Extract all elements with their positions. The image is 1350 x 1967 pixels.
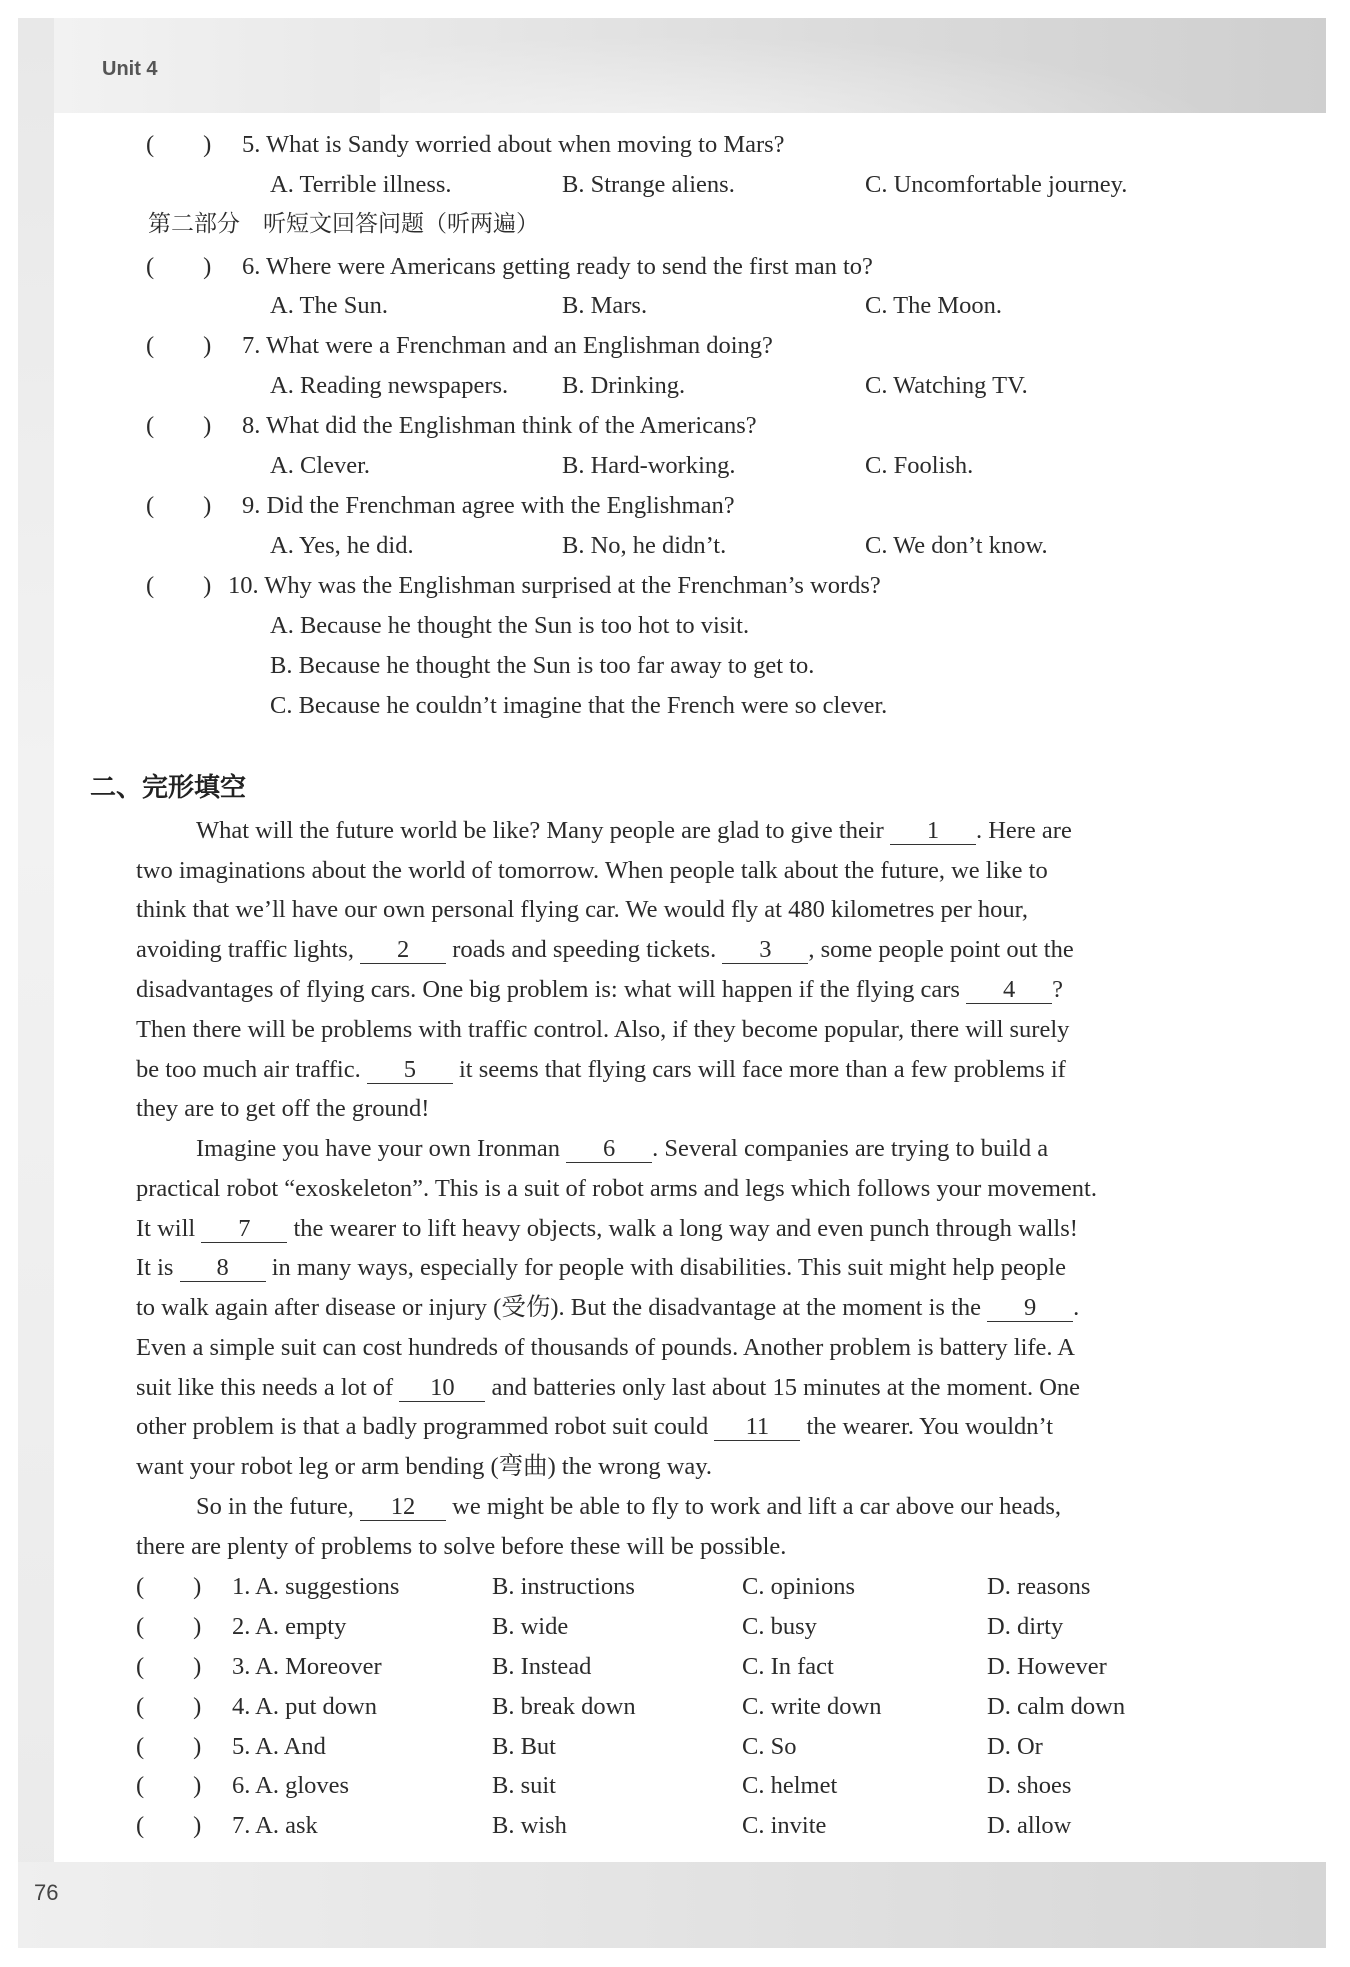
question-stem: 7. What were a Frenchman and an Englishman doing? <box>242 332 773 359</box>
option-a: 6. A. gloves <box>232 1772 350 1799</box>
option-b: B. Drinking. <box>562 372 686 399</box>
option-b: B. Instead <box>492 1653 592 1680</box>
option-b: B. break down <box>492 1693 636 1720</box>
option-c: C. We don’t know. <box>865 532 1048 559</box>
option-c: C. Because he couldn’t imagine that the French were so clever. <box>270 692 888 719</box>
option-a: 2. A. empty <box>232 1613 347 1640</box>
option-a: 7. A. ask <box>232 1812 318 1839</box>
option-b: B. Hard-working. <box>562 452 736 479</box>
option-b: B. But <box>492 1733 556 1760</box>
option-a: A. Reading newspapers. <box>270 372 509 399</box>
passage-line: It will 7 the wearer to lift heavy objects, walk a long way and even punch through walls! <box>136 1215 1078 1242</box>
answer-blank[interactable]: ( ) <box>136 1653 202 1680</box>
option-b: B. wide <box>492 1613 569 1640</box>
option-c: C. opinions <box>742 1573 855 1600</box>
option-c: C. Uncomfortable journey. <box>865 171 1128 198</box>
option-c: C. invite <box>742 1812 827 1839</box>
answer-blank[interactable]: ( ) <box>136 1772 202 1799</box>
unit-label: Unit 4 <box>102 58 158 80</box>
passage-line: disadvantages of flying cars. One big problem is: what will happen if the flying cars 4 ? <box>136 976 1063 1003</box>
answer-blank[interactable]: ( ) <box>136 1693 202 1720</box>
cloze-blank-1[interactable]: 1 <box>890 818 976 845</box>
passage-line: there are plenty of problems to solve before these will be possible. <box>136 1533 787 1560</box>
option-a: A. Clever. <box>270 452 371 479</box>
option-a: 3. A. Moreover <box>232 1653 382 1680</box>
option-b: B. Because he thought the Sun is too far away to get to. <box>270 652 815 679</box>
cloze-blank-11[interactable]: 11 <box>714 1414 800 1441</box>
question-stem: 6. Where were Americans getting ready to send the first man to? <box>242 253 873 280</box>
answer-blank[interactable]: ( ) <box>146 492 212 519</box>
answer-blank[interactable]: ( ) <box>136 1812 202 1839</box>
passage-line: Even a simple suit can cost hundreds of thousands of pounds. Another problem is battery life. A <box>136 1334 1076 1361</box>
header-highlight <box>380 18 1326 113</box>
section-title-cloze: 二、完形填空 <box>90 773 247 803</box>
passage-line: Imagine you have your own Ironman 6 . Several companies are trying to build a <box>196 1135 1049 1162</box>
option-b: B. Strange aliens. <box>562 171 735 198</box>
option-d: D. shoes <box>987 1772 1072 1799</box>
question-stem: 8. What did the Englishman think of the Americans? <box>242 412 757 439</box>
option-b: B. wish <box>492 1812 567 1839</box>
option-d: D. However <box>987 1653 1107 1680</box>
passage-line: want your robot leg or arm bending (弯曲) the wrong way. <box>136 1453 713 1480</box>
answer-blank[interactable]: ( ) <box>146 412 212 439</box>
option-d: D. allow <box>987 1812 1072 1839</box>
cloze-blank-9[interactable]: 9 <box>987 1295 1073 1322</box>
passage-line: suit like this needs a lot of 10 and batteries only last about 15 minutes at the moment. One <box>136 1374 1081 1401</box>
question-stem: 5. What is Sandy worried about when moving to Mars? <box>242 131 785 158</box>
answer-blank[interactable]: ( ) <box>136 1733 202 1760</box>
cloze-blank-10[interactable]: 10 <box>399 1375 485 1402</box>
cloze-blank-5[interactable]: 5 <box>367 1057 453 1084</box>
part-2-heading: 第二部分 听短文回答问题（听两遍） <box>148 211 539 237</box>
option-c: C. Foolish. <box>865 452 974 479</box>
passage-line: practical robot “exoskeleton”. This is a suit of robot arms and legs which follows your movement. <box>136 1175 1097 1202</box>
cloze-blank-4[interactable]: 4 <box>966 977 1052 1004</box>
passage-line: What will the future world be like? Many people are glad to give their 1 . Here are <box>196 817 1072 844</box>
answer-blank[interactable]: ( ) <box>146 332 212 359</box>
page-number: 76 <box>34 1880 59 1905</box>
option-c: C. In fact <box>742 1653 834 1680</box>
left-margin-strip <box>18 18 54 1948</box>
option-c: C. write down <box>742 1693 882 1720</box>
passage-line: avoiding traffic lights, 2 roads and speeding tickets. 3 , some people point out the <box>136 936 1074 963</box>
cloze-blank-8[interactable]: 8 <box>180 1255 266 1282</box>
option-a: A. Terrible illness. <box>270 171 452 198</box>
cloze-blank-3[interactable]: 3 <box>722 937 808 964</box>
option-b: B. instructions <box>492 1573 635 1600</box>
answer-blank[interactable]: ( ) <box>136 1573 202 1600</box>
question-stem: 10. Why was the Englishman surprised at the Frenchman’s words? <box>228 572 881 599</box>
option-d: D. calm down <box>987 1693 1126 1720</box>
option-c: C. The Moon. <box>865 292 1003 319</box>
option-d: D. Or <box>987 1733 1043 1760</box>
cloze-blank-6[interactable]: 6 <box>566 1136 652 1163</box>
answer-blank[interactable]: ( ) <box>146 253 212 280</box>
option-a: A. Because he thought the Sun is too hot to visit. <box>270 612 750 639</box>
passage-line: other problem is that a badly programmed robot suit could 11 the wearer. You wouldn’t <box>136 1413 1054 1440</box>
passage-line: Then there will be problems with traffic control. Also, if they become popular, there will surely <box>136 1016 1070 1043</box>
option-b: B. Mars. <box>562 292 648 319</box>
passage-line: It is 8 in many ways, especially for people with disabilities. This suit might help people <box>136 1254 1066 1281</box>
option-a: A. Yes, he did. <box>270 532 414 559</box>
option-c: C. helmet <box>742 1772 838 1799</box>
option-a: 1. A. suggestions <box>232 1573 400 1600</box>
option-a: 5. A. And <box>232 1733 326 1760</box>
option-d: D. reasons <box>987 1573 1091 1600</box>
footer-band <box>18 1862 1326 1948</box>
option-d: D. dirty <box>987 1613 1064 1640</box>
option-b: B. No, he didn’t. <box>562 532 727 559</box>
answer-blank[interactable]: ( ) <box>136 1613 202 1640</box>
option-c: C. busy <box>742 1613 817 1640</box>
option-c: C. Watching TV. <box>865 372 1028 399</box>
option-a: 4. A. put down <box>232 1693 377 1720</box>
passage-line: think that we’ll have our own personal flying car. We would fly at 480 kilometres per hour, <box>136 896 1028 923</box>
passage-line: to walk again after disease or injury (受伤). But the disadvantage at the moment is the 9 . <box>136 1294 1080 1321</box>
passage-line: two imaginations about the world of tomorrow. When people talk about the future, we like to <box>136 857 1048 884</box>
passage-line: they are to get off the ground! <box>136 1095 430 1122</box>
passage-line: So in the future, 12 we might be able to fly to work and lift a car above our heads, <box>196 1493 1062 1520</box>
option-a: A. The Sun. <box>270 292 388 319</box>
answer-blank[interactable]: ( ) <box>146 131 212 158</box>
cloze-blank-12[interactable]: 12 <box>360 1494 446 1521</box>
option-c: C. So <box>742 1733 797 1760</box>
question-stem: 9. Did the Frenchman agree with the Englishman? <box>242 492 735 519</box>
answer-blank[interactable]: ( ) <box>146 572 212 599</box>
cloze-blank-2[interactable]: 2 <box>360 937 446 964</box>
cloze-blank-7[interactable]: 7 <box>201 1216 287 1243</box>
option-b: B. suit <box>492 1772 556 1799</box>
passage-line: be too much air traffic. 5 it seems that flying cars will face more than a few problems if <box>136 1056 1066 1083</box>
